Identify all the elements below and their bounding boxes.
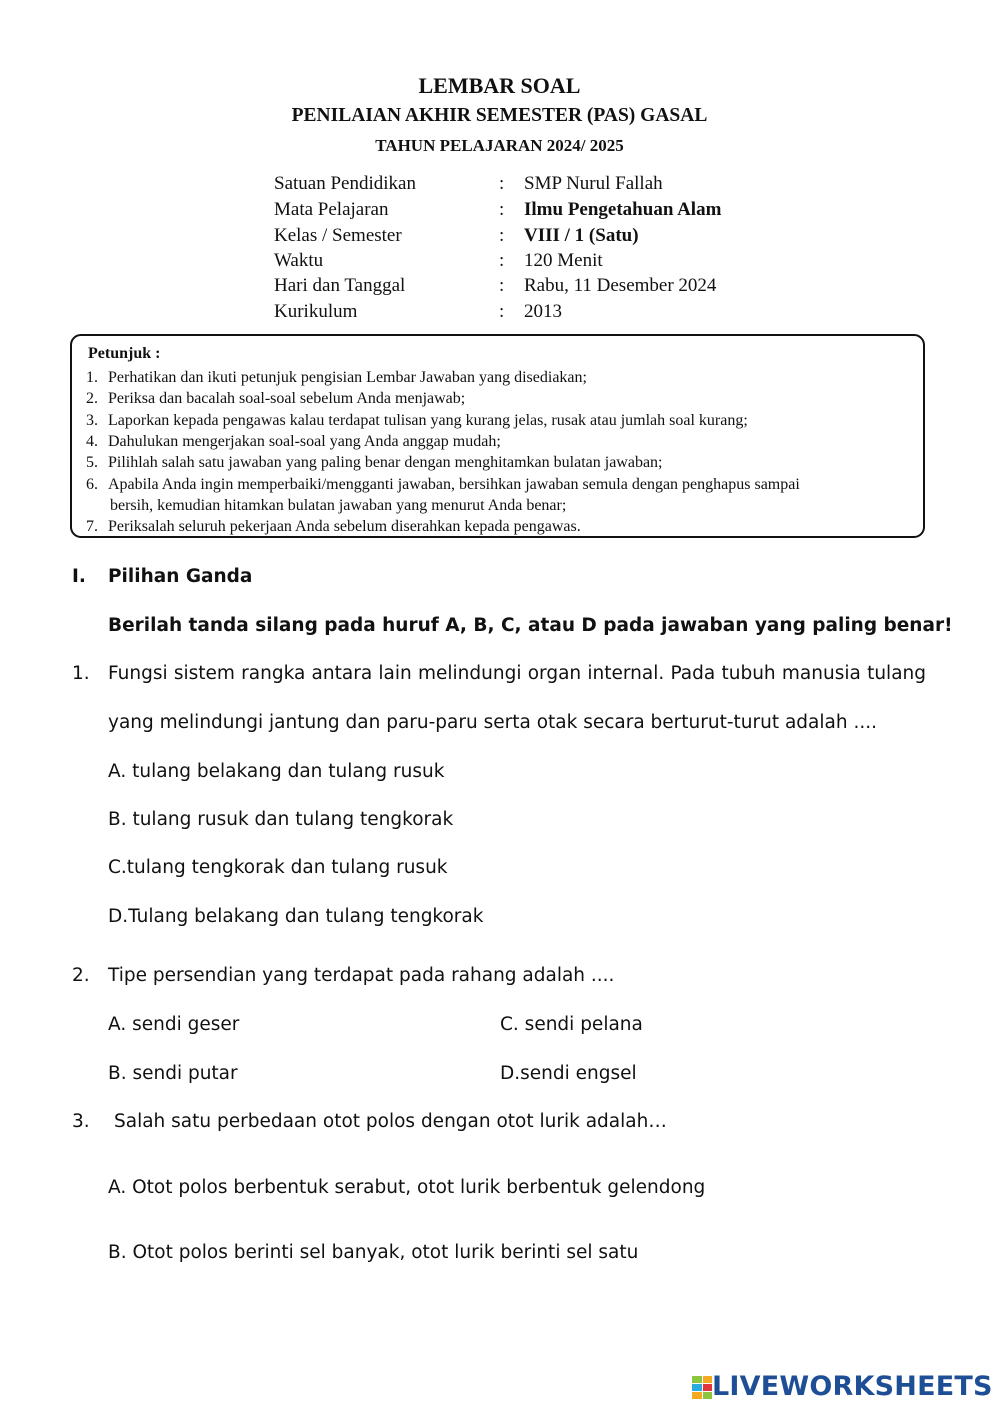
instructions-box	[70, 334, 925, 538]
info-value: Rabu, 11 Desember 2024	[524, 275, 717, 296]
answer-option[interactable]: C. sendi pelana	[500, 1014, 643, 1035]
info-value: SMP Nurul Fallah	[524, 173, 663, 194]
section-title: Pilihan Ganda	[108, 566, 253, 587]
answer-option[interactable]: B. tulang rusuk dan tulang tengkorak	[108, 809, 454, 830]
instruction-item: 6. Apabila Anda ingin memperbaiki/mengganti jawaban, bersihkan jawaban semula dengan penghapus sampai	[86, 476, 800, 493]
instruction-item: 2. Periksa dan bacalah soal-soal sebelum Anda menjawab;	[86, 390, 466, 407]
question-number: 3.	[72, 1111, 90, 1132]
info-colon: :	[499, 225, 505, 246]
answer-option[interactable]: B. sendi putar	[108, 1063, 238, 1084]
question-number: 1.	[72, 663, 90, 684]
info-value: Ilmu Pengetahuan Alam	[524, 199, 722, 220]
info-label: Hari dan Tanggal	[274, 275, 406, 296]
info-label: Waktu	[274, 250, 324, 271]
info-colon: :	[499, 173, 505, 194]
info-label: Satuan Pendidikan	[274, 173, 416, 194]
answer-option[interactable]: A. tulang belakang dan tulang rusuk	[108, 761, 445, 782]
info-label: Kelas / Semester	[274, 225, 402, 246]
info-label: Kurikulum	[274, 301, 358, 322]
question-text: Salah satu perbedaan otot polos dengan otot lurik adalah…	[114, 1111, 667, 1132]
instruction-item: 5. Pilihlah salah satu jawaban yang paling benar dengan menghitamkan bulatan jawaban;	[86, 454, 663, 471]
question-text: yang melindungi jantung dan paru-paru serta otak secara berturut-turut adalah ....	[108, 712, 877, 733]
info-value: 2013	[524, 301, 562, 322]
answer-option[interactable]: C.tulang tengkorak dan tulang rusuk	[108, 857, 448, 878]
instruction-item: 3. Laporkan kepada pengawas kalau terdapat tulisan yang kurang jelas, rusak atau jumlah soal kurang;	[86, 412, 748, 429]
info-colon: :	[499, 275, 505, 296]
page-title: LEMBAR SOAL	[418, 73, 581, 98]
instruction-item-continuation: bersih, kemudian hitamkan bulatan jawaban yang menurut Anda benar;	[110, 497, 567, 514]
answer-option[interactable]: A. Otot polos berbentuk serabut, otot lurik berbentuk gelendong	[108, 1177, 706, 1198]
question-text: Tipe persendian yang terdapat pada rahang adalah ....	[108, 965, 615, 986]
info-colon: :	[499, 199, 505, 220]
instruction-item: 4. Dahulukan mengerjakan soal-soal yang Anda anggap mudah;	[86, 433, 501, 450]
info-colon: :	[499, 301, 505, 322]
question-number: 2.	[72, 965, 90, 986]
academic-year: TAHUN PELAJARAN 2024/ 2025	[375, 136, 624, 155]
info-label: Mata Pelajaran	[274, 199, 389, 220]
section-number: I.	[72, 566, 86, 587]
answer-option[interactable]: A. sendi geser	[108, 1014, 240, 1035]
question-text: Fungsi sistem rangka antara lain melindungi organ internal. Pada tubuh manusia tulang	[108, 663, 926, 684]
section-directive: Berilah tanda silang pada huruf A, B, C, atau D pada jawaban yang paling benar!	[108, 615, 953, 636]
answer-option[interactable]: B. Otot polos berinti sel banyak, otot lurik berinti sel satu	[108, 1242, 639, 1263]
answer-option[interactable]: D.Tulang belakang dan tulang tengkorak	[108, 906, 484, 927]
liveworksheets-logo-icon	[692, 1376, 714, 1400]
info-colon: :	[499, 250, 505, 271]
page-subtitle: PENILAIAN AKHIR SEMESTER (PAS) GASAL	[291, 105, 708, 126]
instruction-item: 1. Perhatikan dan ikuti petunjuk pengisian Lembar Jawaban yang disediakan;	[86, 369, 587, 386]
info-value: VIII / 1 (Satu)	[524, 225, 639, 246]
instructions-heading: Petunjuk :	[88, 345, 161, 362]
logo-wordmark: LIVEWORKSHEETS	[712, 1371, 993, 1402]
instruction-item: 7. Periksalah seluruh pekerjaan Anda sebelum diserahkan kepada pengawas.	[86, 518, 581, 535]
answer-option[interactable]: D.sendi engsel	[500, 1063, 637, 1084]
info-value: 120 Menit	[524, 250, 603, 271]
